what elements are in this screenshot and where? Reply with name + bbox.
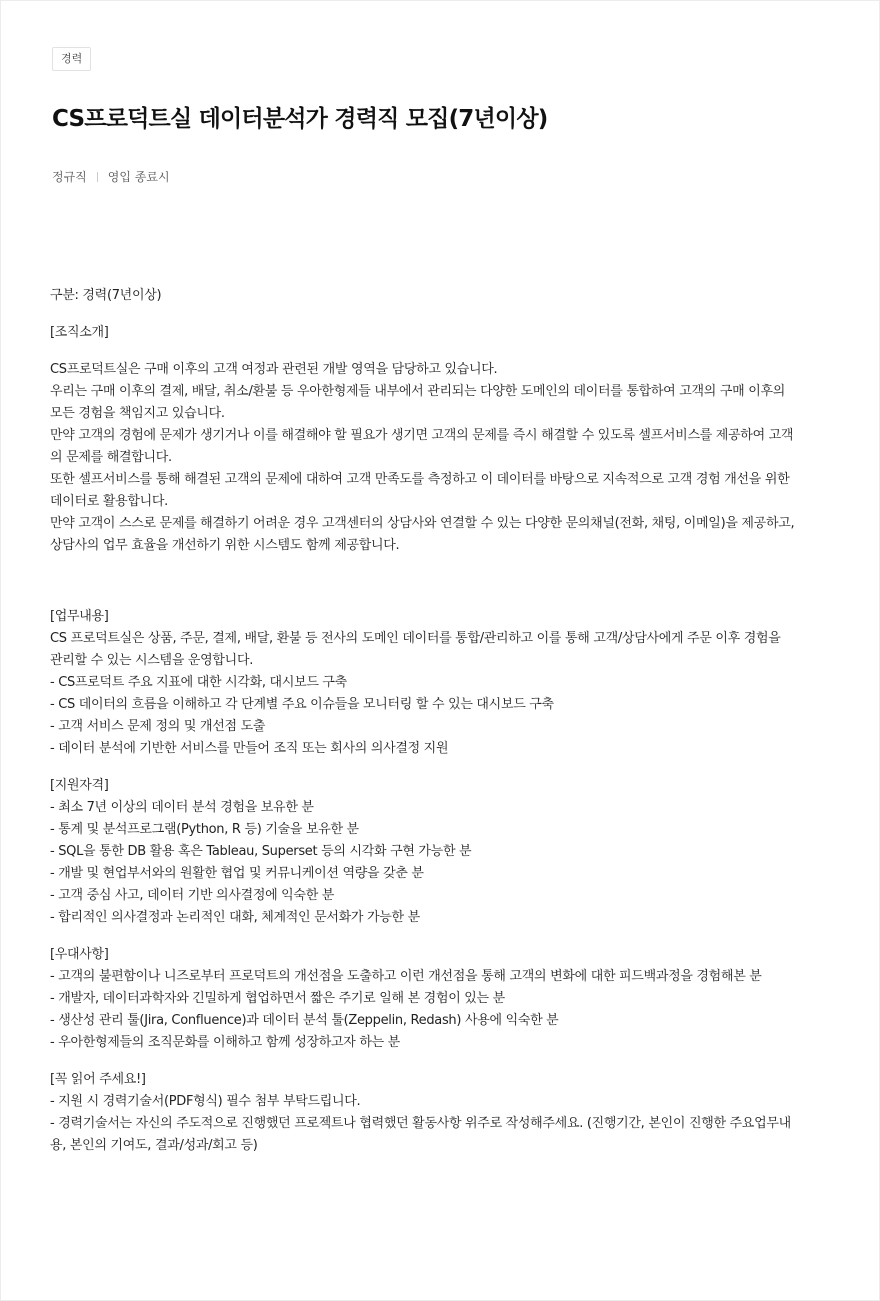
text-line: - 고객 중심 사고, 데이터 기반 의사결정에 익숙한 분: [50, 888, 335, 903]
text-line: - 통계 및 분석프로그램(Python, R 등) 기술을 보유한 분: [50, 822, 359, 837]
text-line: 모든 경험을 책임지고 있습니다.: [50, 406, 225, 421]
qual-section: [50, 797, 840, 929]
job-header: [1, 1, 879, 185]
note-heading: [꼭 읽어 주세요!]: [50, 1072, 146, 1087]
text-line: - 데이터 분석에 기반한 서비스를 만들어 조직 또는 회사의 의사결정 지원: [50, 741, 449, 756]
employment-type: 정규직: [52, 170, 87, 184]
text-line: 의 문제를 해결합니다.: [50, 450, 172, 465]
org-section: [50, 359, 840, 557]
deadline: 영입 종료시: [107, 170, 170, 184]
pref-section: [50, 966, 840, 1054]
text-line: 용, 본인의 기여도, 결과/성과/회고 등): [50, 1138, 258, 1153]
text-line: - CS프로덕트 주요 지표에 대한 시각화, 대시보드 구축: [50, 675, 347, 690]
text-line: - 고객 서비스 문제 정의 및 개선점 도출: [50, 719, 266, 734]
text-line: CS프로덕트실은 구매 이후의 고객 여정과 관련된 개발 영역을 담당하고 있습니다.: [50, 362, 498, 377]
job-description: [50, 285, 840, 1157]
text-line: - 개발 및 현업부서와의 원활한 협업 및 커뮤니케이션 역량을 갖춘 분: [50, 866, 424, 881]
text-line: - SQL을 통한 DB 활용 혹은 Tableau, Superset 등의 시각화 구현 가능한 분: [50, 844, 472, 859]
text-line: - 지원 시 경력기술서(PDF형식) 필수 첨부 부탁드립니다.: [50, 1094, 361, 1109]
org-heading: [조직소개]: [50, 325, 109, 340]
duties-heading: [업무내용]: [50, 609, 109, 624]
text-line: - 생산성 관리 툴(Jira, Confluence)과 데이터 분석 툴(Zeppelin, Redash) 사용에 익숙한 분: [50, 1013, 559, 1028]
text-line: - 합리적인 의사결정과 논리적인 대화, 체계적인 문서화가 가능한 분: [50, 910, 420, 925]
duties-section: [50, 628, 840, 760]
text-line: 우리는 구매 이후의 결제, 배달, 취소/환불 등 우아한형제들 내부에서 관리되는 다양한 도메인의 데이터를 통합하여 고객의 구매 이후의: [50, 384, 785, 399]
text-line: CS 프로덕트실은 상품, 주문, 결제, 배달, 환불 등 전사의 도메인 데이터를 통합/관리하고 이를 통해 고객/상담사에게 주문 이후 경험을: [50, 631, 781, 646]
text-line: - 고객의 불편함이나 니즈로부터 프로덕트의 개선점을 도출하고 이런 개선점을 통해 고객의 변화에 대한 피드백과정을 경험해본 분: [50, 969, 762, 984]
page-title: CS프로덕트실 데이터분석가 경력직 모집(7년이상): [52, 106, 548, 132]
pref-heading: [우대사항]: [50, 947, 109, 962]
qual-heading: [지원자격]: [50, 778, 109, 793]
text-line: 데이터로 활용합니다.: [50, 494, 168, 509]
text-line: - CS 데이터의 흐름을 이해하고 각 단계별 주요 이슈들을 모니터링 할 수 있는 대시보드 구축: [50, 697, 554, 712]
text-line: 만약 고객의 경험에 문제가 생기거나 이를 해결해야 할 필요가 생기면 고객의 문제를 즉시 해결할 수 있도록 셀프서비스를 제공하여 고객: [50, 428, 794, 443]
text-line: - 최소 7년 이상의 데이터 분석 경험을 보유한 분: [50, 800, 314, 815]
note-section: [50, 1091, 840, 1157]
career-tag: 경력: [52, 47, 91, 71]
text-line: 또한 셀프서비스를 통해 해결된 고객의 문제에 대하여 고객 만족도를 측정하고 이 데이터를 바탕으로 지속적으로 고객 경험 개선을 위한: [50, 472, 790, 487]
text-line: - 우아한형제들의 조직문화를 이해하고 함께 성장하고자 하는 분: [50, 1035, 400, 1050]
text-line: - 경력기술서는 자신의 주도적으로 진행했던 프로젝트나 협력했던 활동사항 위주로 작성해주세요. (진행기간, 본인이 진행한 주요업무내: [50, 1116, 791, 1131]
category-line: 구분: 경력(7년이상): [50, 288, 162, 303]
meta-divider: [97, 172, 98, 182]
text-line: - 개발자, 데이터과학자와 긴밀하게 협업하면서 짧은 주기로 일해 본 경험이 있는 분: [50, 991, 505, 1006]
text-line: 만약 고객이 스스로 문제를 해결하기 어려운 경우 고객센터의 상담사와 연결할 수 있는 다양한 문의채널(전화, 채팅, 이메일)을 제공하고,: [50, 516, 795, 531]
text-line: 관리할 수 있는 시스템을 운영합니다.: [50, 653, 254, 668]
text-line: 상담사의 업무 효율을 개선하기 위한 시스템도 함께 제공합니다.: [50, 538, 400, 553]
job-meta: [52, 168, 879, 185]
